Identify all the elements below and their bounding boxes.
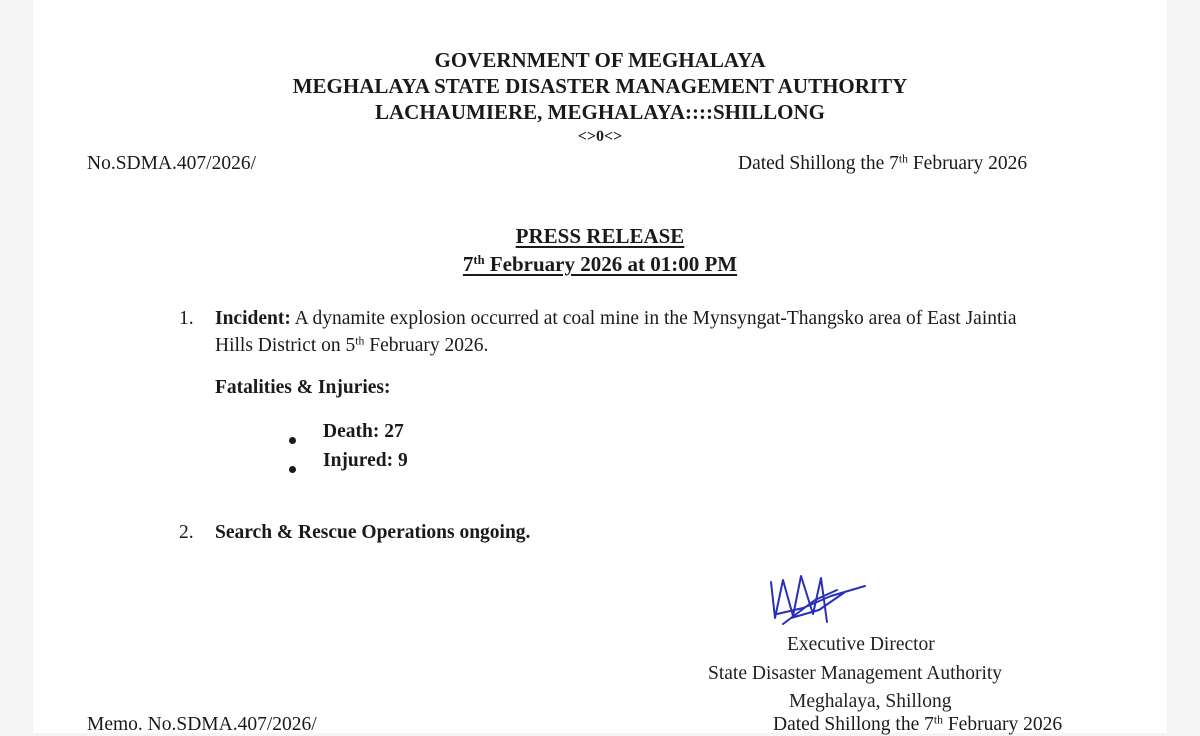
press-release-datetime-text [463, 252, 737, 276]
item-1-line2-sup: th [355, 334, 365, 348]
letterhead-government: GOVERNMENT OF MEGHALAYA [434, 48, 766, 72]
casualties-heading: Fatalities & Injuries: [215, 377, 391, 398]
casualty-injured: Injured: 9 [323, 450, 408, 471]
press-release-datetime [33, 252, 1167, 277]
signatory-title: Executive Director [787, 634, 935, 655]
reference-date-suffix: February 2026 [907, 153, 1028, 174]
press-release-title-text: PRESS RELEASE [515, 224, 685, 248]
item-2-number: 2. [179, 522, 194, 543]
item-1-text: A dynamite explosion occurred at coal mine in the Mynsyngat-Thangsko area of East Jaintia [290, 308, 1017, 329]
casualty-death: Death: 27 [323, 421, 404, 442]
press-release-datetime-suffix: February 2026 at 01:00 PM [484, 252, 738, 276]
reference-date-text: Dated Shillong the 7 [738, 153, 899, 174]
reference-date [738, 153, 1027, 175]
item-1-line2-prefix: Hills District on 5 [215, 335, 356, 356]
item-2-label: Search & Rescue Operations ongoing. [215, 522, 531, 543]
signatory-organization: State Disaster Management Authority [708, 663, 1003, 684]
letterhead-address: LACHAUMIERE, MEGHALAYA::::SHILLONG [375, 100, 825, 124]
press-release-datetime-sup: th [473, 253, 485, 268]
signature-image [763, 570, 873, 632]
item-1-number: 1. [179, 308, 194, 329]
press-release-title [33, 224, 1167, 249]
memo-date-text: Dated Shillong the 7 [773, 714, 934, 735]
memo-date-sup: th [933, 713, 943, 727]
memo-number: Memo. No.SDMA.407/2026/ [87, 714, 317, 735]
letterhead-authority: MEGHALAYA STATE DISASTER MANAGEMENT AUTHORITY [292, 74, 908, 98]
press-release-datetime-prefix: 7 [462, 252, 474, 276]
bullet-icon [289, 460, 296, 478]
memo-date-suffix: February 2026 [942, 714, 1063, 735]
bullet-icon [289, 431, 296, 449]
letterhead-ornament: <>0<> [577, 128, 623, 145]
item-1-label: Incident: [215, 308, 291, 329]
document-page [33, 0, 1167, 733]
signatory-location: Meghalaya, Shillong [789, 691, 952, 712]
reference-number: No.SDMA.407/2026/ [87, 153, 257, 174]
item-1-line2-suffix: February 2026. [364, 335, 489, 356]
reference-date-sup: th [898, 152, 908, 166]
item-1-line1 [215, 308, 1016, 330]
item-1-line2 [215, 335, 488, 357]
